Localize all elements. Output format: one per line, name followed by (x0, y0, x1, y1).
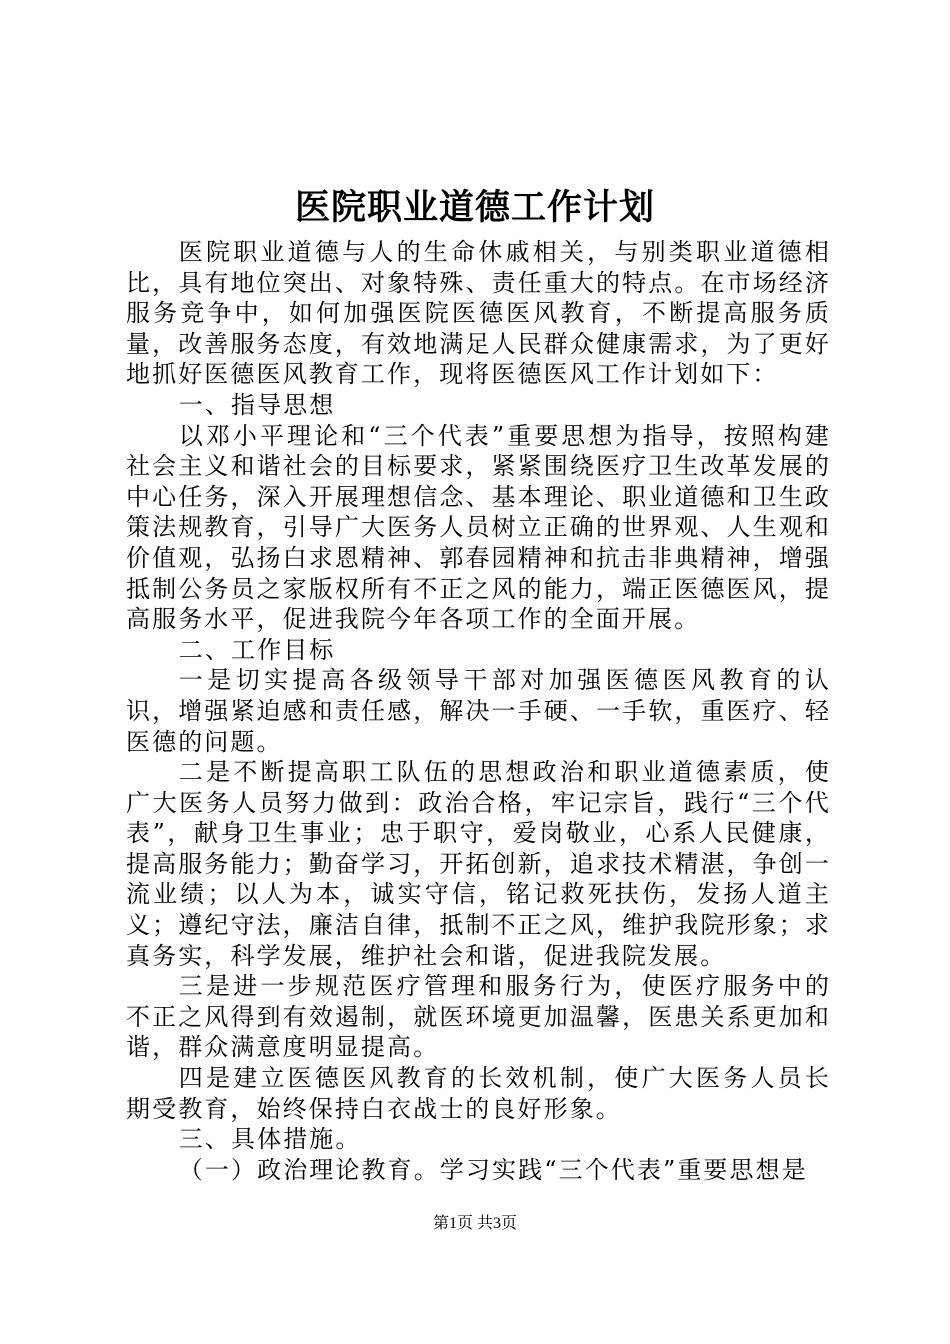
intro-paragraph: 医院职业道德与人的生命休戚相关，与别类职业道德相比，具有地位突出、对象特殊、责任重大的特点。在市场经济服务竞争中，如何加强医院医德医风教育，不断提高服务质量，改善服务态度，有效地满足人民群众健康需求，为了更好地抓好医德医风教育工作，现将医德医风工作计划如下： (126, 238, 831, 389)
goal-two-paragraph: 二是不断提高职工队伍的思想政治和职业道德素质，使广大医务人员努力做到：政治合格，牢记宗旨，践行“三个代表”，献身卫生事业；忠于职守，爱岗敬业，心系人民健康，提高服务能力；勤奋学习，开拓创新，追求技术精湛，争创一流业绩；以人为本，诚实守信，铭记救死扶伤，发扬人道主义；遵纪守法，廉洁自律，抵制不正之风，维护我院形象；求真务实，科学发展，维护社会和谐，促进我院发展。 (126, 758, 831, 970)
document-title: 医院职业道德工作计划 (294, 187, 655, 228)
goal-one-paragraph: 一是切实提高各级领导干部对加强医德医风教育的认识，增强紧迫感和责任感，解决一手硬、一手软，重医疗、轻医德的问题。 (126, 666, 831, 756)
section-heading-guiding-thought: 一、指导思想 (178, 390, 336, 419)
page-number-footer: 第1页 共3页 (432, 1215, 517, 1232)
goal-four-paragraph: 四是建立医德医风教育的长效机制，使广大医务人员长期受教育，始终保持白衣战士的良好形象。 (126, 1064, 831, 1123)
guiding-thought-paragraph: 以邓小平理论和“三个代表”重要思想为指导，按照构建社会主义和谐社会的目标要求，紧紧围绕医疗卫生改革发展的中心任务，深入开展理想信念、基本理论、职业道德和卫生政策法规教育，引导广大医务人员树立正确的世界观、人生观和价值观，弘扬白求恩精神、郭春园精神和抗击非典精神，增强抵制公务员之家版权所有不正之风的能力，端正医德医风，提高服务水平，促进我院今年各项工作的全面开展。 (126, 421, 831, 634)
section-heading-work-goals: 二、工作目标 (178, 635, 336, 664)
goal-three-paragraph: 三是进一步规范医疗管理和服务行为，使医疗服务中的不正之风得到有效遏制，就医环境更加温馨，医患关系更加和谐，群众满意度明显提高。 (126, 972, 831, 1062)
document-body (126, 237, 831, 1185)
section-heading-measures: 三、具体措施。 (178, 1125, 362, 1154)
measure-one-paragraph: （一）政治理论教育。学习实践“三个代表”重要思想是 (178, 1155, 808, 1184)
